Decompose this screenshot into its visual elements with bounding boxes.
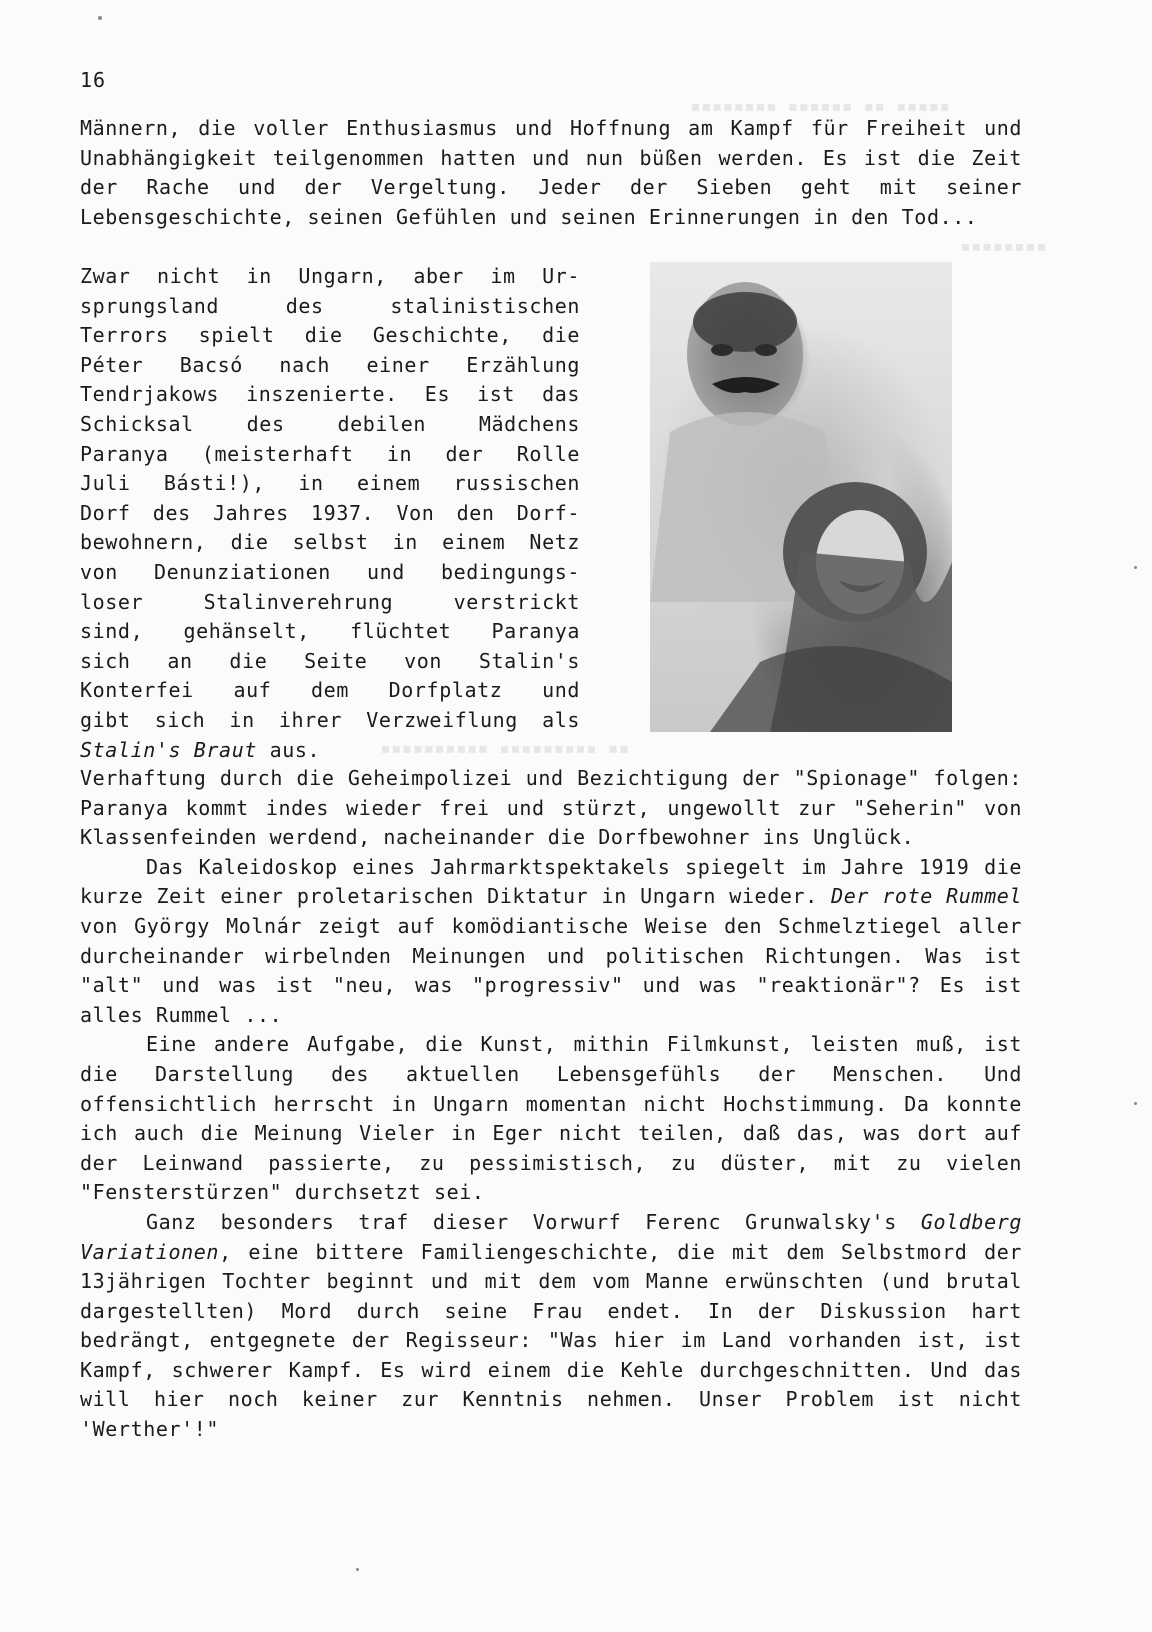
paper-speck	[1134, 1102, 1137, 1105]
photo-illustration	[650, 262, 952, 732]
bleed-through-text: ▪▪▪▪▪▪▪▪ ▪▪▪▪▪▪ ▪▪ ▪▪▪▪▪	[690, 96, 951, 117]
column-line: Zwar nicht in Ungarn, aber im Ur-	[80, 264, 580, 288]
film-title: Der rote Rummel	[831, 884, 1022, 909]
paragraph-text: von György Molnár zeigt auf komödiantische Weise den Schmelztiegel aller durcheinander wirbelnden Meinungen und politischen Richtungen. Was ist "alt" und was ist "neu, was "progressiv" und was "reaktionär"? Es ist alles Rummel ...	[80, 913, 1022, 1027]
main-text-block	[80, 764, 1022, 1445]
film-still-photo	[650, 262, 952, 732]
column-line: Konterfei auf dem Dorfplatz und	[80, 678, 580, 703]
column-line: Péter Bacsó nach einer Erzählung	[80, 352, 580, 377]
paragraph-text: Ganz besonders traf dieser Vorwurf Ferenc Grunwalsky's	[146, 1209, 921, 1234]
column-line: loser Stalinverehrung verstrickt	[80, 589, 580, 614]
paragraph-goldberg	[80, 1208, 1022, 1445]
column-line: Terrors spielt die Geschichte, die	[80, 323, 580, 348]
film-title: Stalin's Braut	[80, 737, 257, 762]
column-line: Schicksal des debilen Mädchens	[80, 411, 580, 436]
paragraph-text: Verhaftung durch die Geheimpolizei und Bezichtigung der "Spionage" folgen: Paranya kommt indes wieder frei und stürzt, ungewollt zur "Seherin" von Klassenfeinden werdend, nacheinander die Dorfbewohner ins Unglück.	[80, 766, 1022, 850]
column-line: Paranya (meisterhaft in der Rolle	[80, 441, 580, 466]
column-line: sich an die Seite von Stalin's	[80, 648, 580, 673]
column-line	[80, 736, 580, 766]
film-title: Goldberg Variationen	[80, 1209, 1022, 1264]
column-line: gibt sich in ihrer Verzweiflung als	[80, 707, 580, 732]
paragraph-text: , eine bittere Familiengeschichte, die mit dem Selbstmord der 13jährigen Tochter beginnt und mit dem vom Manne erwünschten (und brutal dargestellten) Mord durch seine Frau endet. In der Diskussion hart bedrängt, entgegnete der Regisseur: "Was hier im Land vorhanden ist, ist Kampf, schwerer Kampf. Es wird einem die Kehle durchgeschnitten. Und das will hier noch keiner zur Kenntnis nehmen. Unser Problem ist nicht 'Werther'!"	[80, 1239, 1022, 1442]
column-line: sprungsland des stalinistischen	[80, 293, 580, 318]
column-line: Dorf des Jahres 1937. Von den Dorf-	[80, 500, 580, 525]
paragraph-rummel	[80, 853, 1022, 1031]
paragraph-text: Männern, die voller Enthusiasmus und Hoffnung am Kampf für Freiheit und Unabhängigkeit teilgenommen hatten und nun büßen werden. Es ist die Zeit der Rache und der Vergeltung. Jeder der Sieben geht mit seiner Lebensgeschichte, seinen Gefühlen und seinen Erinnerungen in den Tod...	[80, 116, 1022, 229]
bleed-through-text: ▪▪▪▪▪▪▪▪▪▪ ▪▪▪▪▪▪▪▪▪ ▪▪	[380, 738, 630, 759]
paragraph-aufgabe: Eine andere Aufgabe, die Kunst, mithin Filmkunst, leisten muß, ist die Darstellung des aktuellen Lebensgefühls der Menschen. Und offensichtlich herrscht in Ungarn momentan nicht Hochstimmung. Da konnte ich auch die Meinung Vieler in Eger nicht teilen, daß das, was dort auf der Leinwand passierte, zu pessimistisch, zu düster, mit zu vielen "Fensterstürzen" durchsetzt sei.	[80, 1032, 1022, 1205]
page-number: 16	[80, 68, 107, 92]
bleed-through-text: ▪▪▪▪▪▪▪▪	[960, 236, 1047, 257]
column-line: Tendrjakows inszenierte. Es ist das	[80, 382, 580, 407]
column-line: bewohnern, die selbst in einem Netz	[80, 530, 580, 555]
paper-speck	[98, 16, 102, 20]
column-line: Juli Básti!), in einem russischen	[80, 471, 580, 496]
text-column-beside-photo	[80, 262, 580, 765]
column-line-rest: aus.	[256, 737, 321, 762]
column-line: von Denunziationen und bedingungs-	[80, 559, 580, 584]
paper-speck	[356, 1568, 359, 1571]
paragraph-text: Das Kaleidoskop eines Jahrmarktspektakels spiegelt im Jahre 1919 die kurze Zeit einer proletarischen Diktatur in Ungarn wieder.	[80, 854, 1022, 909]
intro-paragraph	[80, 114, 1022, 232]
column-line: sind, gehänselt, flüchtet Paranya	[80, 619, 580, 644]
paper-speck	[1134, 566, 1137, 569]
